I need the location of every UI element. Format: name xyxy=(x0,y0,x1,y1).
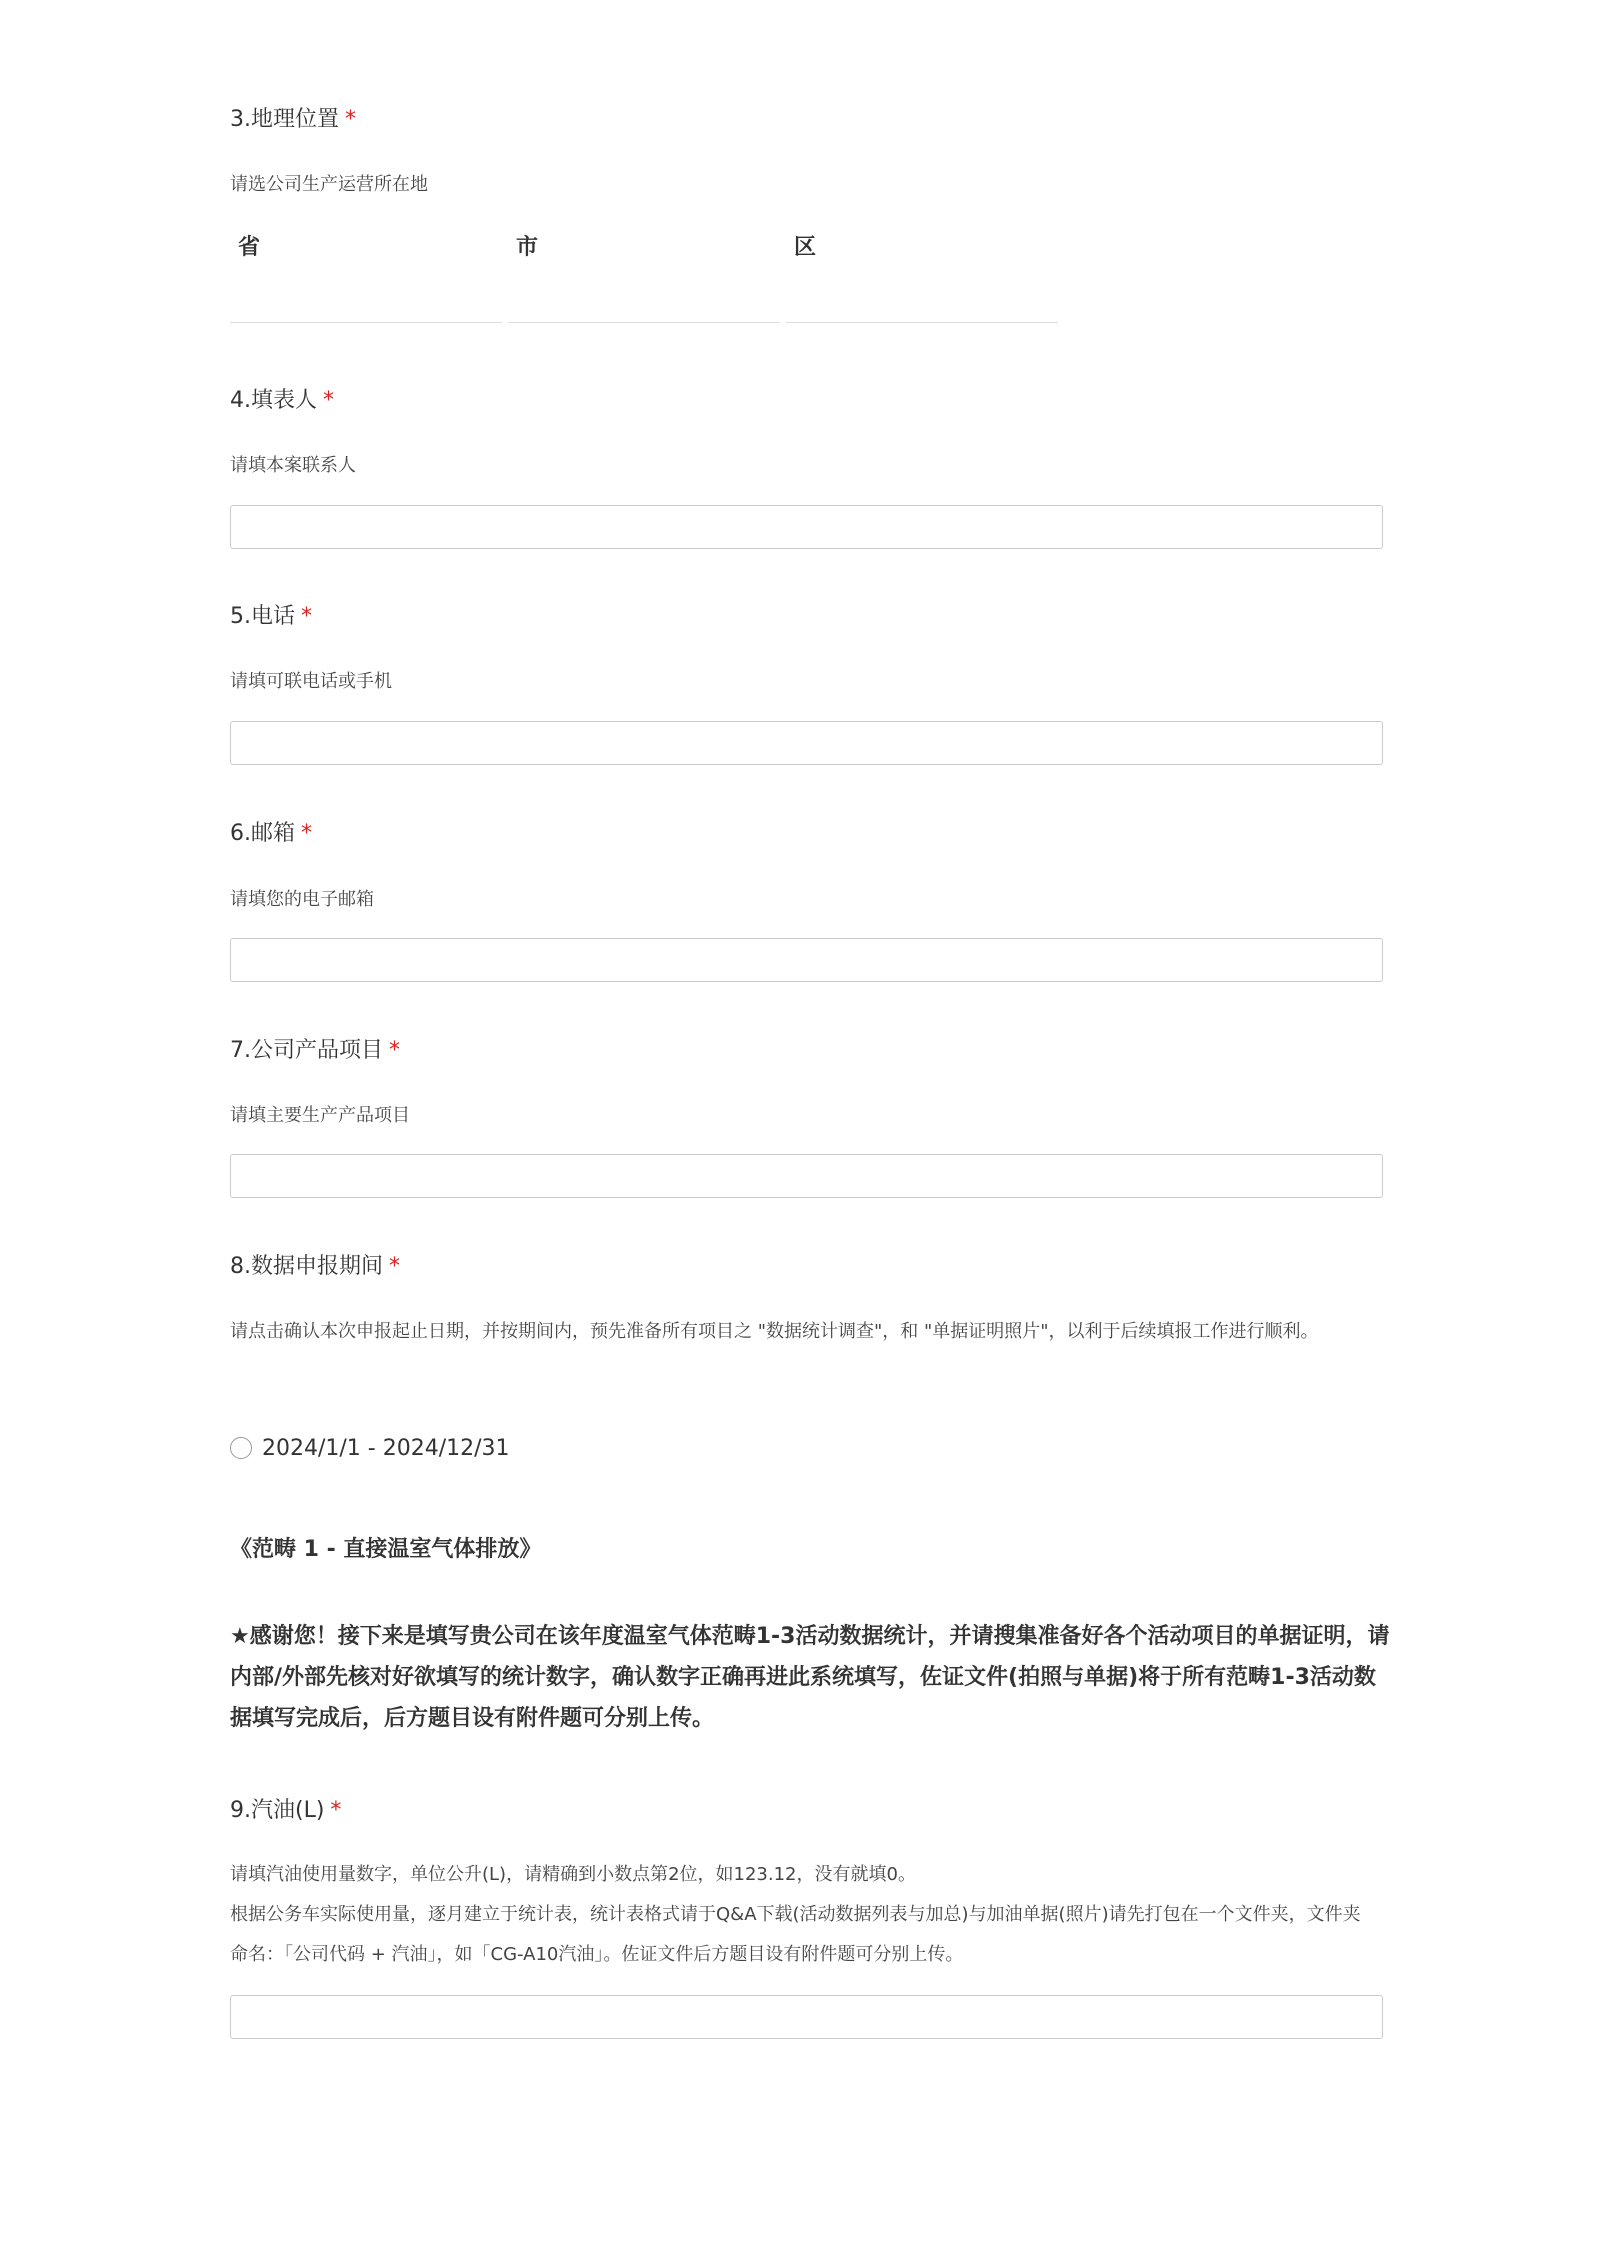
question-title xyxy=(230,1251,1385,1283)
required-asterisk: * xyxy=(301,604,312,629)
radio-option-label: 2024/1/1 - 2024/12/31 xyxy=(262,1435,510,1461)
province-select[interactable] xyxy=(230,226,502,323)
required-asterisk: * xyxy=(345,107,356,132)
question-description: 请填可联电话或手机 xyxy=(230,671,392,692)
period-radio-option[interactable] xyxy=(230,1432,510,1464)
email-input[interactable] xyxy=(230,938,1383,982)
question-title-text: 8.数据申报期间 xyxy=(230,1254,383,1279)
question-title xyxy=(230,601,1385,633)
products-input[interactable] xyxy=(230,1154,1383,1198)
required-asterisk: * xyxy=(389,1038,400,1063)
required-asterisk: * xyxy=(323,388,334,413)
question-title-text: 7.公司产品项目 xyxy=(230,1038,383,1063)
city-label: 市 xyxy=(516,235,539,260)
question-title xyxy=(230,104,1385,136)
question-title xyxy=(230,1795,1385,1827)
question-title-text: 3.地理位置 xyxy=(230,107,339,132)
question-phone xyxy=(230,601,1385,633)
question-period xyxy=(230,1251,1385,1283)
province-label: 省 xyxy=(238,235,261,260)
question-location xyxy=(230,104,1385,136)
question-description: 请填主要生产产品项目 xyxy=(230,1105,410,1126)
phone-input[interactable] xyxy=(230,721,1383,765)
question-title xyxy=(230,1035,1385,1067)
question-description: 请点击确认本次申报起止日期，并按期间内，预先准备所有项目之 "数据统计调查"，和 "单据证明照片"，以利于后续填报工作进行顺利。 xyxy=(230,1321,1319,1342)
question-title xyxy=(230,385,1385,417)
question-title-text: 4.填表人 xyxy=(230,388,317,413)
filler-input[interactable] xyxy=(230,505,1383,549)
question-filler xyxy=(230,385,1385,417)
city-select[interactable] xyxy=(508,226,780,323)
gasoline-input[interactable] xyxy=(230,1995,1383,2039)
section-title: 《范畴 1 - 直接温室气体排放》 xyxy=(230,1537,542,1562)
required-asterisk: * xyxy=(330,1798,342,1823)
question-title xyxy=(230,818,1385,850)
question-description-detail: 根据公务车实际使用量，逐月建立于统计表，统计表格式请于Q&A下载(活动数据列表与加总)与加油单据(照片)请先打包在一个文件夹，文件夹命名：「公司代码 + 汽油」，如「CG-A10汽油」。佐证文件后方题目设有附件题可分别上传。 xyxy=(230,1904,1361,1965)
question-description: 请填您的电子邮箱 xyxy=(230,889,374,910)
question-title-text: 9.汽油(L) xyxy=(230,1798,325,1823)
required-asterisk: * xyxy=(301,821,312,846)
region-selector xyxy=(230,226,1070,326)
question-email xyxy=(230,818,1385,850)
question-description: 请填汽油使用量数字，单位公升(L)，请精确到小数点第2位，如123.12，没有就填0。 xyxy=(230,1864,916,1885)
question-title-text: 6.邮箱 xyxy=(230,821,295,846)
question-products xyxy=(230,1035,1385,1067)
radio-circle-icon[interactable] xyxy=(230,1437,252,1459)
district-select[interactable] xyxy=(786,226,1058,323)
district-label: 区 xyxy=(794,235,817,260)
question-description: 请选公司生产运营所在地 xyxy=(230,174,428,195)
question-title-text: 5.电话 xyxy=(230,604,295,629)
required-asterisk: * xyxy=(389,1254,400,1279)
section-notice: ★感谢您！接下来是填写贵公司在该年度温室气体范畴1-3活动数据统计，并请搜集准备好各个活动项目的单据证明，请内部/外部先核对好欲填写的统计数字，确认数字正确再进此系统填写，佐证文件(拍照与单据)将于所有范畴1-3活动数据填写完成后，后方题目设有附件题可分别上传。 xyxy=(230,1624,1390,1731)
question-description: 请填本案联系人 xyxy=(230,455,356,476)
question-gasoline xyxy=(230,1795,1385,1827)
